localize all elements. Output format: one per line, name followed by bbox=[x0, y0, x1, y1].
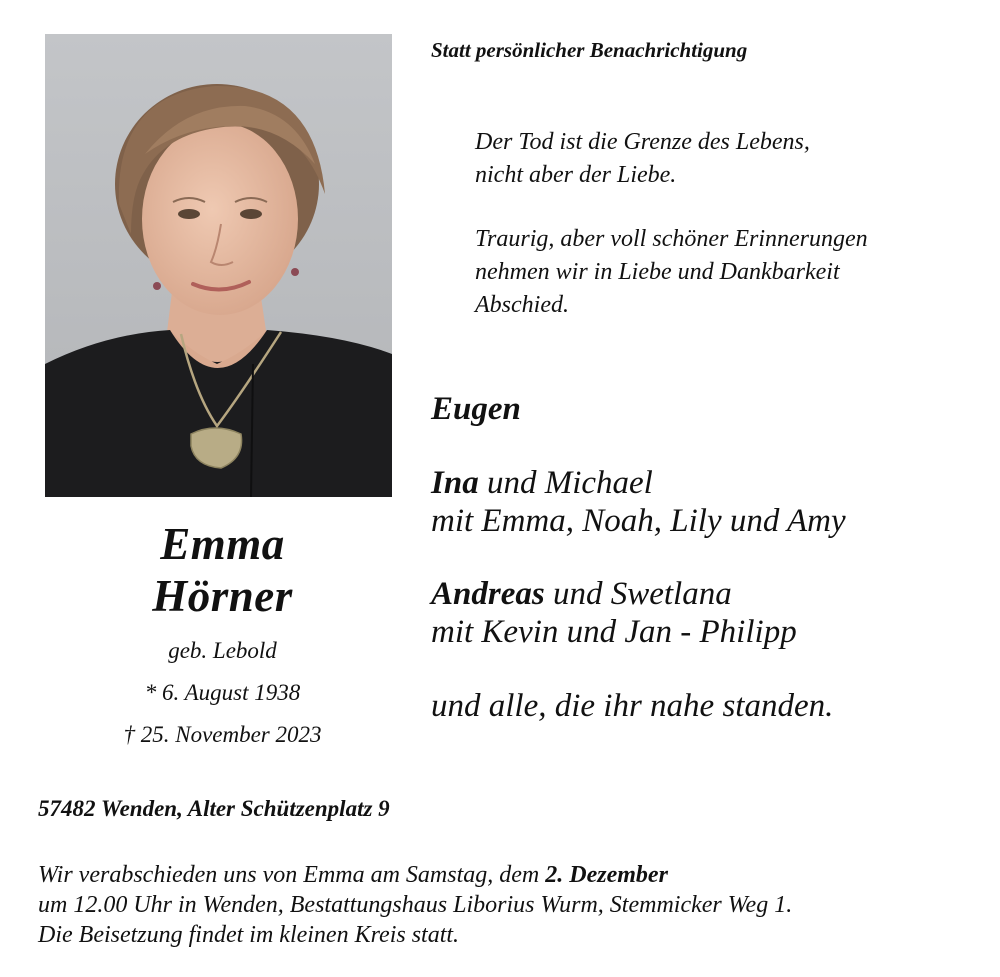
family-andreas bbox=[431, 575, 732, 613]
death-date: † 25. November 2023 bbox=[123, 722, 322, 747]
first-name: Emma bbox=[160, 519, 285, 569]
quote bbox=[475, 126, 810, 192]
portrait-illustration bbox=[45, 34, 392, 497]
service-line-1 bbox=[38, 860, 792, 890]
service-info bbox=[38, 860, 792, 950]
service-date: 2. Dezember bbox=[545, 862, 668, 888]
family-others: und alle, die ihr nahe standen. bbox=[431, 688, 834, 724]
address: 57482 Wenden, Alter Schützenplatz 9 bbox=[38, 796, 390, 821]
service-line-1-text: Wir verabschieden uns von Emma am Samstag, dem bbox=[38, 862, 546, 888]
deceased-info bbox=[45, 518, 400, 750]
family-eugen: Eugen bbox=[431, 391, 521, 427]
family-ina-name: Ina bbox=[431, 465, 479, 501]
quote-line-1: Der Tod ist die Grenze des Lebens, bbox=[475, 129, 810, 155]
family-andreas-name: Andreas bbox=[431, 576, 545, 612]
mourning-line-1: Traurig, aber voll schöner Erinnerungen bbox=[475, 226, 868, 252]
mourning-line-2: nehmen wir in Liebe und Dankbarkeit bbox=[475, 259, 840, 285]
portrait-photo bbox=[45, 34, 392, 497]
maiden-name: geb. Lebold bbox=[168, 638, 277, 663]
quote-line-2: nicht aber der Liebe. bbox=[475, 162, 677, 188]
birth-date: * 6. August 1938 bbox=[144, 680, 301, 705]
family-andreas-partner: und Swetlana bbox=[544, 576, 732, 612]
family-andreas-children: mit Kevin und Jan - Philipp bbox=[431, 614, 797, 650]
service-line-2: um 12.00 Uhr in Wenden, Bestattungshaus Liborius Wurm, Stemmicker Weg 1. bbox=[38, 892, 793, 918]
family-ina bbox=[431, 464, 653, 502]
family-ina-partner: und Michael bbox=[478, 465, 653, 501]
notice-header: Statt persönlicher Benachrichtigung bbox=[431, 38, 748, 62]
mourning-line-3: Abschied. bbox=[475, 292, 569, 318]
service-line-3: Die Beisetzung findet im kleinen Kreis statt. bbox=[38, 922, 460, 948]
last-name: Hörner bbox=[152, 571, 293, 621]
family-ina-children: mit Emma, Noah, Lily und Amy bbox=[431, 503, 846, 539]
mourning-text bbox=[475, 223, 868, 322]
